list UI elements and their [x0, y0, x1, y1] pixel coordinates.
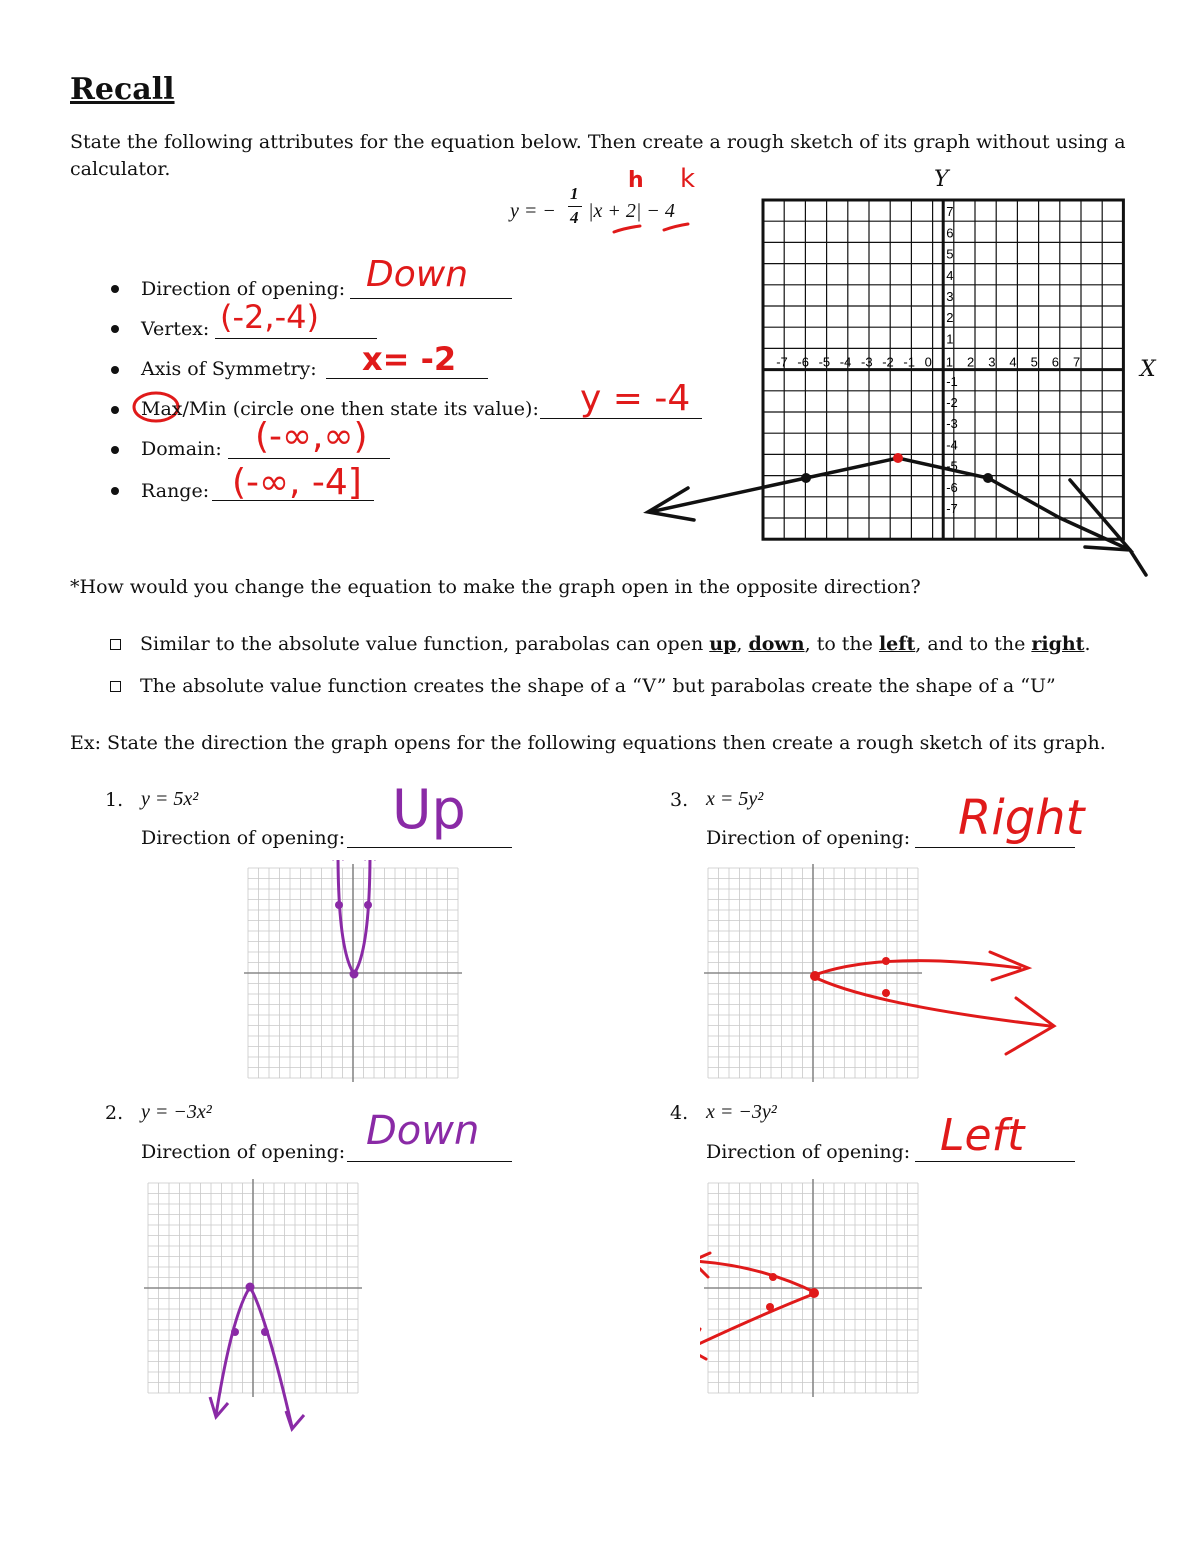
equation-rhs: |x + 2| − 4	[588, 200, 675, 222]
bullet	[111, 406, 119, 414]
example-2-num: 2.	[105, 1102, 124, 1124]
attr-axis-answer: x= -2	[362, 340, 457, 378]
attr-direction-label: Direction of opening:	[141, 278, 346, 300]
y-tick-label: -7	[946, 501, 958, 516]
hw-point	[801, 473, 811, 483]
bullet	[111, 285, 119, 293]
example-3-answer: Right	[958, 790, 1085, 846]
example-1-answer: Up	[392, 778, 466, 841]
y-tick-label: 4	[946, 267, 954, 283]
y-tick-label: -4	[946, 437, 958, 453]
y-tick-label: 5	[946, 246, 954, 262]
bullet	[111, 366, 119, 374]
attr-axis-label: Axis of Symmetry:	[141, 358, 317, 380]
y-tick-label: -3	[946, 416, 958, 432]
example-4-num: 4.	[670, 1102, 689, 1124]
attr-domain-answer: (-∞,∞)	[255, 416, 368, 457]
checkbox-bullet	[110, 681, 121, 692]
equation-frac-num: 1	[570, 184, 579, 203]
x-tick-label: -4	[839, 354, 852, 370]
note-2: The absolute value function creates the shape of a “V” but parabolas create the shape of a “U”	[140, 675, 1056, 697]
attr-maxmin-answer: y = -4	[580, 378, 691, 419]
example-2-equation: y = −3x²	[141, 1101, 212, 1123]
example-1-num: 1.	[105, 789, 124, 811]
x-tick-label: 6	[1051, 354, 1060, 370]
y-tick-label: 2	[946, 310, 954, 326]
equation-frac-den: 4	[570, 208, 579, 227]
page-title: Recall	[70, 72, 175, 107]
x-tick-label: -6	[797, 354, 809, 370]
x-tick-label: 0	[924, 354, 932, 370]
example-1-graph	[240, 860, 470, 1090]
example-4-graph	[700, 1175, 930, 1405]
example-intro: Ex: State the direction the graph opens for the following equations then create a rough sketch of its graph.	[70, 732, 1106, 754]
fraction-bar	[568, 206, 582, 207]
x-tick-label: 7	[1073, 354, 1081, 370]
x-tick-label: 1	[945, 354, 954, 370]
x-tick-label: 5	[1030, 354, 1038, 370]
example-2-answer: Down	[366, 1108, 480, 1154]
main-grid-lines	[763, 200, 1123, 539]
x-tick-label: -3	[861, 354, 873, 370]
y-tick-label: -5	[946, 458, 958, 474]
bullet	[111, 487, 119, 495]
x-tick-label: -5	[818, 354, 831, 370]
attr-domain-label: Domain:	[141, 438, 222, 460]
hw-point	[983, 473, 993, 483]
example-4-answer: Left	[940, 1110, 1025, 1161]
checkbox-bullet	[110, 639, 121, 650]
equation-lhs: y = −	[510, 200, 556, 222]
hw-k-label: k	[680, 164, 696, 194]
hw-parabola-left	[700, 1261, 816, 1349]
hw-h-label: h	[628, 168, 644, 193]
y-tick-label: 1	[946, 331, 954, 347]
y-tick-label: -2	[946, 395, 958, 410]
y-tick-label: 6	[946, 225, 954, 241]
attr-range-answer: (-∞, -4]	[232, 462, 362, 503]
main-tick-labels	[776, 204, 1080, 516]
note-1: Similar to the absolute value function, parabolas can open up, down, to the left, and to the right.	[140, 633, 1091, 655]
y-tick-label: 7	[946, 204, 954, 220]
example-4-equation: x = −3y²	[706, 1101, 777, 1123]
hw-parabola-right	[812, 961, 1050, 1026]
x-tick-label: 2	[967, 354, 975, 370]
x-tick-label: -7	[776, 354, 788, 370]
x-tick-label: -2	[882, 354, 894, 370]
example-4-label: Direction of opening:	[706, 1141, 911, 1163]
example-3-label: Direction of opening:	[706, 827, 911, 849]
intro-text-cont: calculator.	[70, 158, 171, 180]
attr-direction-answer: Down	[366, 254, 469, 295]
x-axis-label: X	[1140, 357, 1156, 382]
y-tick-label: 3	[946, 289, 954, 304]
attr-vertex-label: Vertex:	[141, 318, 210, 340]
example-1-label: Direction of opening:	[141, 827, 346, 849]
x-tick-label: 3	[988, 354, 996, 370]
y-axis-label: Y	[934, 167, 949, 192]
example-2-label: Direction of opening:	[141, 1141, 346, 1163]
x-tick-label: -1	[903, 354, 915, 370]
question-text: *How would you change the equation to make the graph open in the opposite direction?	[70, 576, 921, 598]
example-3-graph	[700, 860, 1070, 1090]
y-tick-label: -1	[946, 373, 958, 389]
example-3-equation: x = 5y²	[706, 788, 764, 810]
intro-text: State the following attributes for the equation below. Then create a rough sketch of its graph without using a	[70, 131, 1126, 153]
bullet	[111, 446, 119, 454]
example-3-num: 3.	[670, 789, 689, 811]
y-tick-label: -6	[946, 479, 958, 495]
attr-range-label: Range:	[141, 480, 210, 502]
x-tick-label: 4	[1009, 354, 1017, 370]
attr-maxmin-label: Max/Min (circle one then state its value):	[141, 398, 539, 420]
main-graph	[630, 160, 1190, 580]
bullet	[111, 325, 119, 333]
example-2-graph	[140, 1175, 370, 1445]
hw-vertex-point	[893, 453, 903, 463]
example-1-equation: y = 5x²	[141, 788, 199, 810]
attr-vertex-answer: (-2,-4)	[220, 298, 319, 336]
